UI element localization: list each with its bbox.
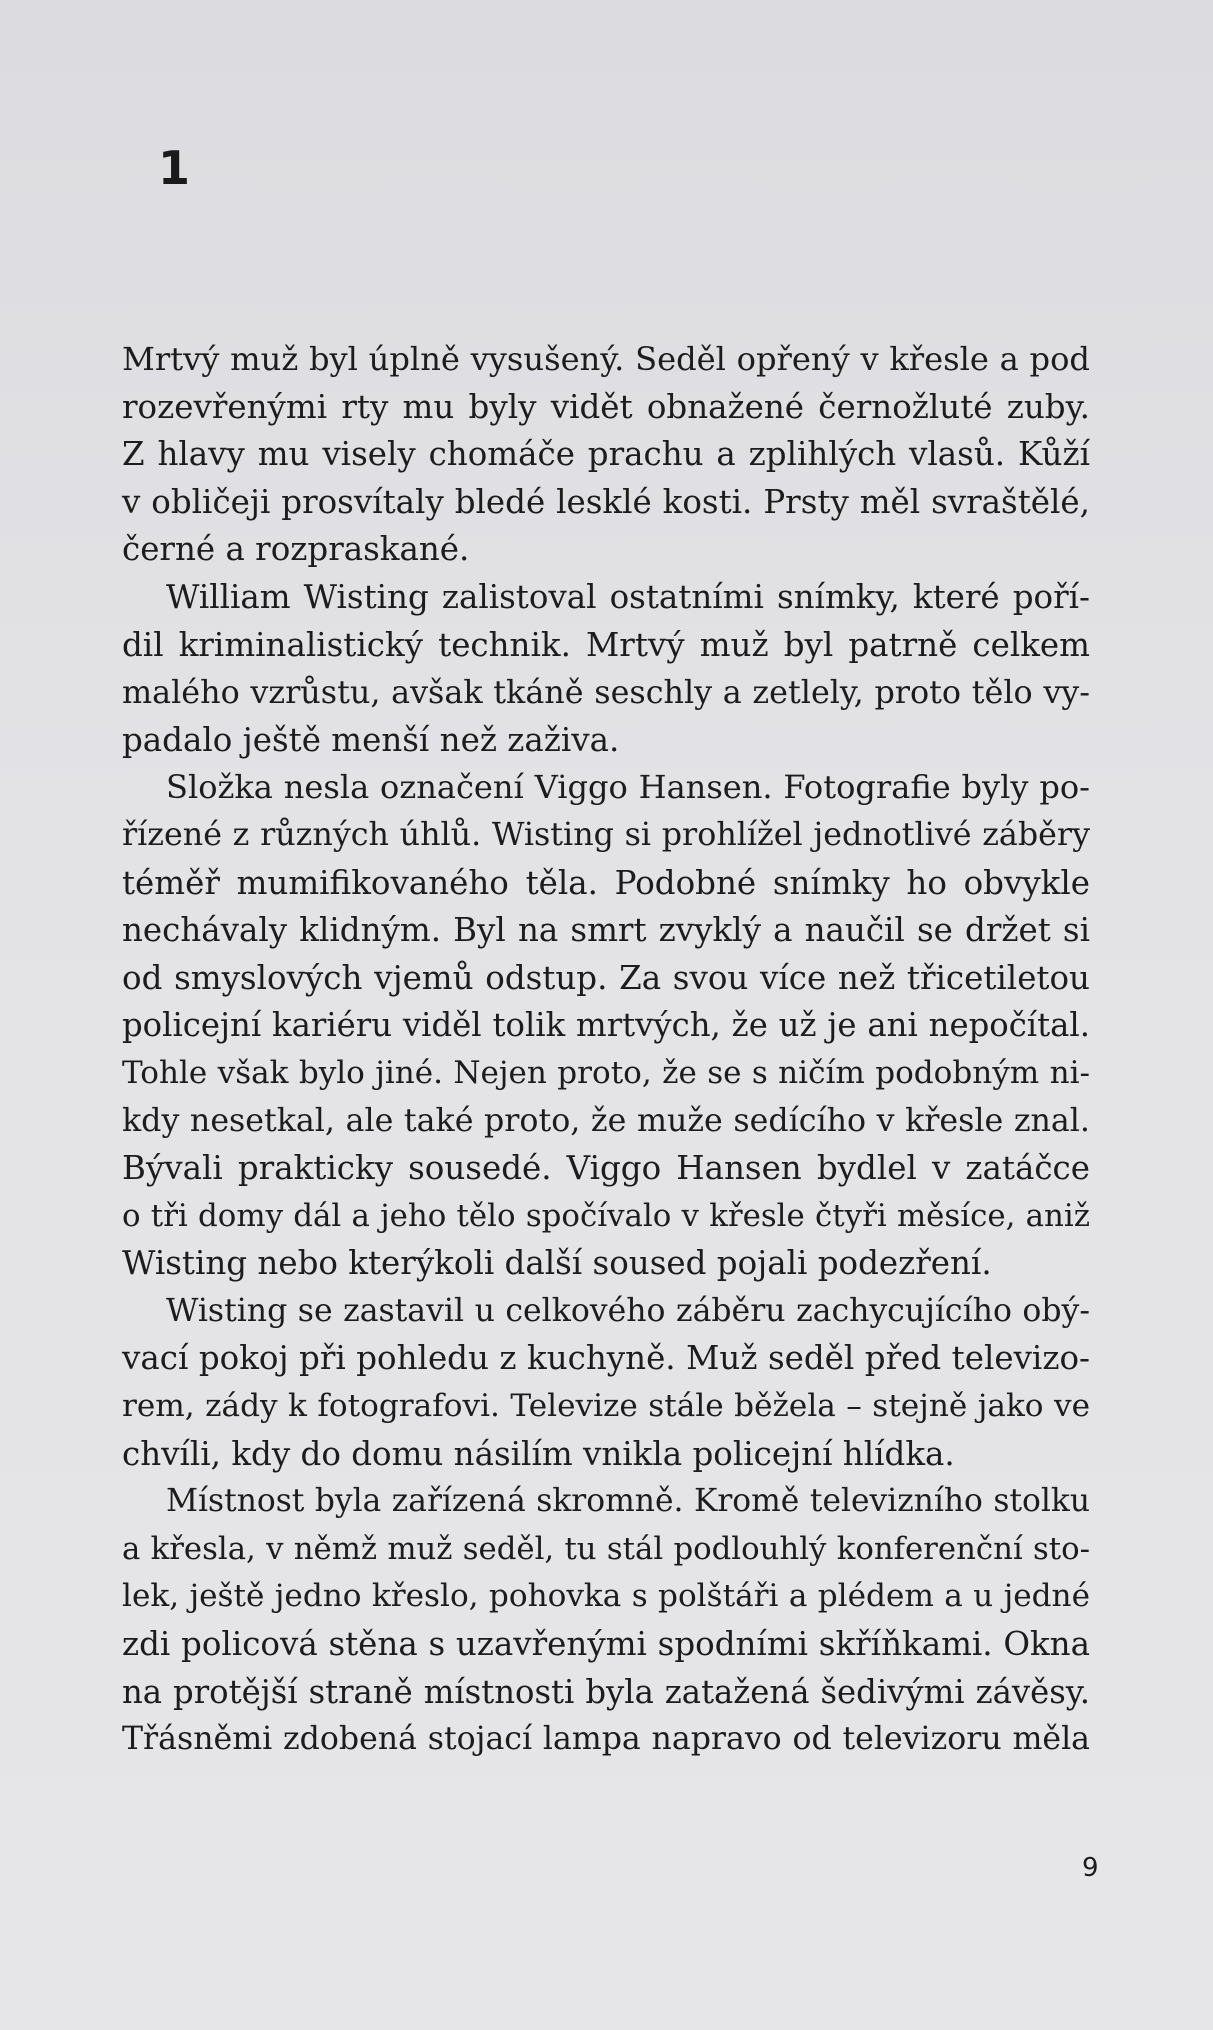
text-line: rem, zády k fotografovi. Televize stále běžela – stejně jako ve <box>122 1388 1090 1425</box>
text-line: malého vzrůstu, avšak tkáně seschly a zetlely, proto tělo vy- <box>122 674 1090 712</box>
text-line: v obličeji prosvítaly bledé lesklé kosti. Prsty měl svraštělé, <box>122 482 1090 521</box>
text-line: Složka nesla označení Viggo Hansen. Fotografie byly po- <box>166 768 1090 807</box>
body-text <box>122 336 1090 1764</box>
text-line: nechávaly klidným. Byl na smrt zvyklý a naučil se držet si <box>122 911 1090 950</box>
text-line: policejní kariéru viděl tolik mrtvých, že už je ani nepočítal. <box>122 1006 1090 1045</box>
text-line: o tři domy dál a jeho tělo spočívalo v křesle čtyři měsíce, aniž <box>122 1197 1090 1234</box>
paragraph <box>122 764 1090 1288</box>
paragraph <box>122 1288 1090 1478</box>
text-line: rozevřenými rty mu byly vidět obnažené černožluté zuby. <box>122 387 1090 426</box>
text-line: černé a rozpraskané. <box>122 530 470 569</box>
paragraph <box>122 1478 1090 1764</box>
text-line: řízené z různých úhlů. Wisting si prohlížel jednotlivé záběry <box>122 816 1090 853</box>
text-line: zdi policová stěna s uzavřenými spodními skříňkami. Okna <box>122 1625 1090 1664</box>
text-line: kdy nesetkal, ale také proto, že muže sedícího v křesle znal. <box>122 1102 1090 1139</box>
text-line: lek, ještě jedno křeslo, pohovka s polštáři a plédem a u jedné <box>122 1578 1090 1615</box>
text-line: téměř mumifikovaného těla. Podobné snímky ho obvykle <box>122 863 1090 902</box>
text-line: Z hlavy mu visely chomáče prachu a zplihlých vlasů. Kůží <box>122 435 1090 474</box>
text-line: Mrtvý muž byl úplně vysušený. Seděl opřený v křesle a pod <box>122 340 1090 378</box>
text-line: Místnost byla zařízená skromně. Kromě televizního stolku <box>166 1483 1090 1520</box>
text-line: na protější straně místnosti byla zatažená šedivými závěsy. <box>122 1672 1090 1711</box>
chapter-number: 1 <box>158 141 191 195</box>
text-line: od smyslových vjemů odstup. Za svou více než třicetiletou <box>122 958 1090 997</box>
text-line: chvíli, kdy do domu násilím vnikla policejní hlídka. <box>122 1434 955 1473</box>
text-line: vací pokoj při pohledu z kuchyně. Muž seděl před televizo- <box>122 1339 1090 1378</box>
paragraph <box>122 336 1090 574</box>
text-line: Wisting se zastavil u celkového záběru zachycujícího obý- <box>166 1292 1090 1329</box>
text-line: Bývali prakticky sousedé. Viggo Hansen bydlel v zatáčce <box>122 1149 1090 1188</box>
text-line: Wisting nebo kterýkoli další soused pojali podezření. <box>122 1244 992 1283</box>
page-number: 9 <box>1082 1853 1099 1883</box>
paragraph <box>122 574 1090 764</box>
text-line: a křesla, v němž muž seděl, tu stál podlouhlý konferenční sto- <box>122 1530 1090 1567</box>
text-line: dil kriminalistický technik. Mrtvý muž byl patrně celkem <box>122 625 1090 664</box>
text-line: William Wisting zalistoval ostatními snímky, které poří- <box>166 577 1090 616</box>
text-line: padalo ještě menší než zaživa. <box>122 720 620 759</box>
text-line: Třásněmi zdobená stojací lampa napravo od televizoru měla <box>122 1721 1090 1758</box>
text-line: Tohle však bylo jiné. Nejen proto, že se s ničím podobným ni- <box>122 1054 1090 1091</box>
